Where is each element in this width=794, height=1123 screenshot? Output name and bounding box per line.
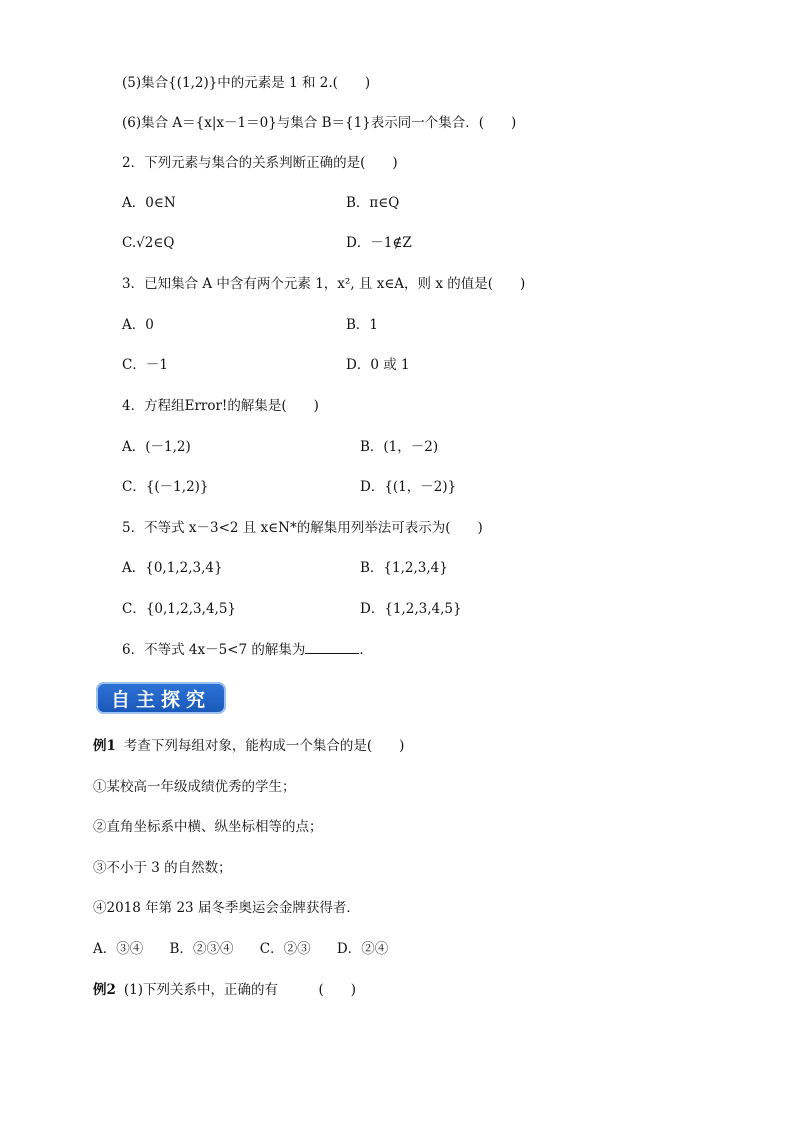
example-1-item-1: ①某校高一年级成绩优秀的学生； [93,779,296,795]
question-4-option-b: B．(1，－2) [360,439,439,455]
question-3-option-d: D．0 或 1 [346,357,410,373]
question-4-option-d: D．{(1，－2)} [360,479,457,495]
example-1-item-4: ④2018 年第 23 届冬季奥运会金牌获得者． [93,900,360,916]
question-5b-option-a: A．{0,1,2,3,4} [122,560,223,576]
question-5b-option-d: D．{1,2,3,4,5} [360,601,462,617]
question-5b-option-b: B．{1,2,3,4} [360,560,448,576]
example-1-option-c: C．②③ [259,941,311,957]
question-3-option-b: B．1 [346,317,379,333]
question-5b-option-c: C．{0,1,2,3,4,5} [122,601,236,617]
example-1-stem [93,737,404,755]
example-1-option-a: A．③④ [93,941,144,957]
question-4-option-c: C．{(－1,2)} [122,479,209,495]
answer-blank [305,641,359,654]
example-2-label: 例2 [93,982,116,998]
example-1-option-b: B．②③④ [169,941,234,957]
question-6b-end: ． [359,642,373,658]
question-6b-text: 6．不等式 4x－5<7 的解集为 [122,642,306,658]
question-6b-stem [122,641,373,659]
question-3-option-a: A．0 [122,317,154,333]
question-4-option-a: A．(－1,2) [122,439,191,455]
example-1-item-2: ②直角坐标系中横、纵坐标相等的点； [93,819,323,835]
example-1-question: 考查下列每组对象，能构成一个集合的是( ) [123,738,405,754]
example-1-item-3: ③不小于 3 的自然数； [93,860,232,876]
question-5b-stem: 5．不等式 x－3<2 且 x∈N*的解集用列举法可表示为( ) [122,520,483,536]
question-2-option-d: D．－1∉Z [346,235,412,251]
question-2-option-a: A．0∈N [122,195,176,211]
question-6-item: (6)集合 A＝{x|x－1＝0}与集合 B＝{1}表示同一个集合．( ) [122,115,517,131]
question-3-option-c: C．－1 [122,357,168,373]
example-2-stem [93,981,356,999]
question-5-item: (5)集合{(1,2)}中的元素是 1 和 2.( ) [122,75,371,91]
section-title-badge: 自主探究 [96,682,226,714]
question-2-option-c: C.√2∈Q [122,235,175,251]
example-1-options [93,940,410,958]
question-3-stem: 3．已知集合 A 中含有两个元素 1，x², 且 x∈A，则 x 的值是( ) [122,276,526,292]
question-2-option-b: B．π∈Q [346,195,400,211]
question-2-stem: 2．下列元素与集合的关系判断正确的是( ) [122,155,398,171]
example-1-label: 例1 [93,738,116,754]
example-2-question: (1)下列关系中，正确的有 ( ) [123,982,357,998]
question-4-stem: 4．方程组Error!的解集是( ) [122,398,319,414]
example-1-option-d: D．②④ [336,941,389,957]
